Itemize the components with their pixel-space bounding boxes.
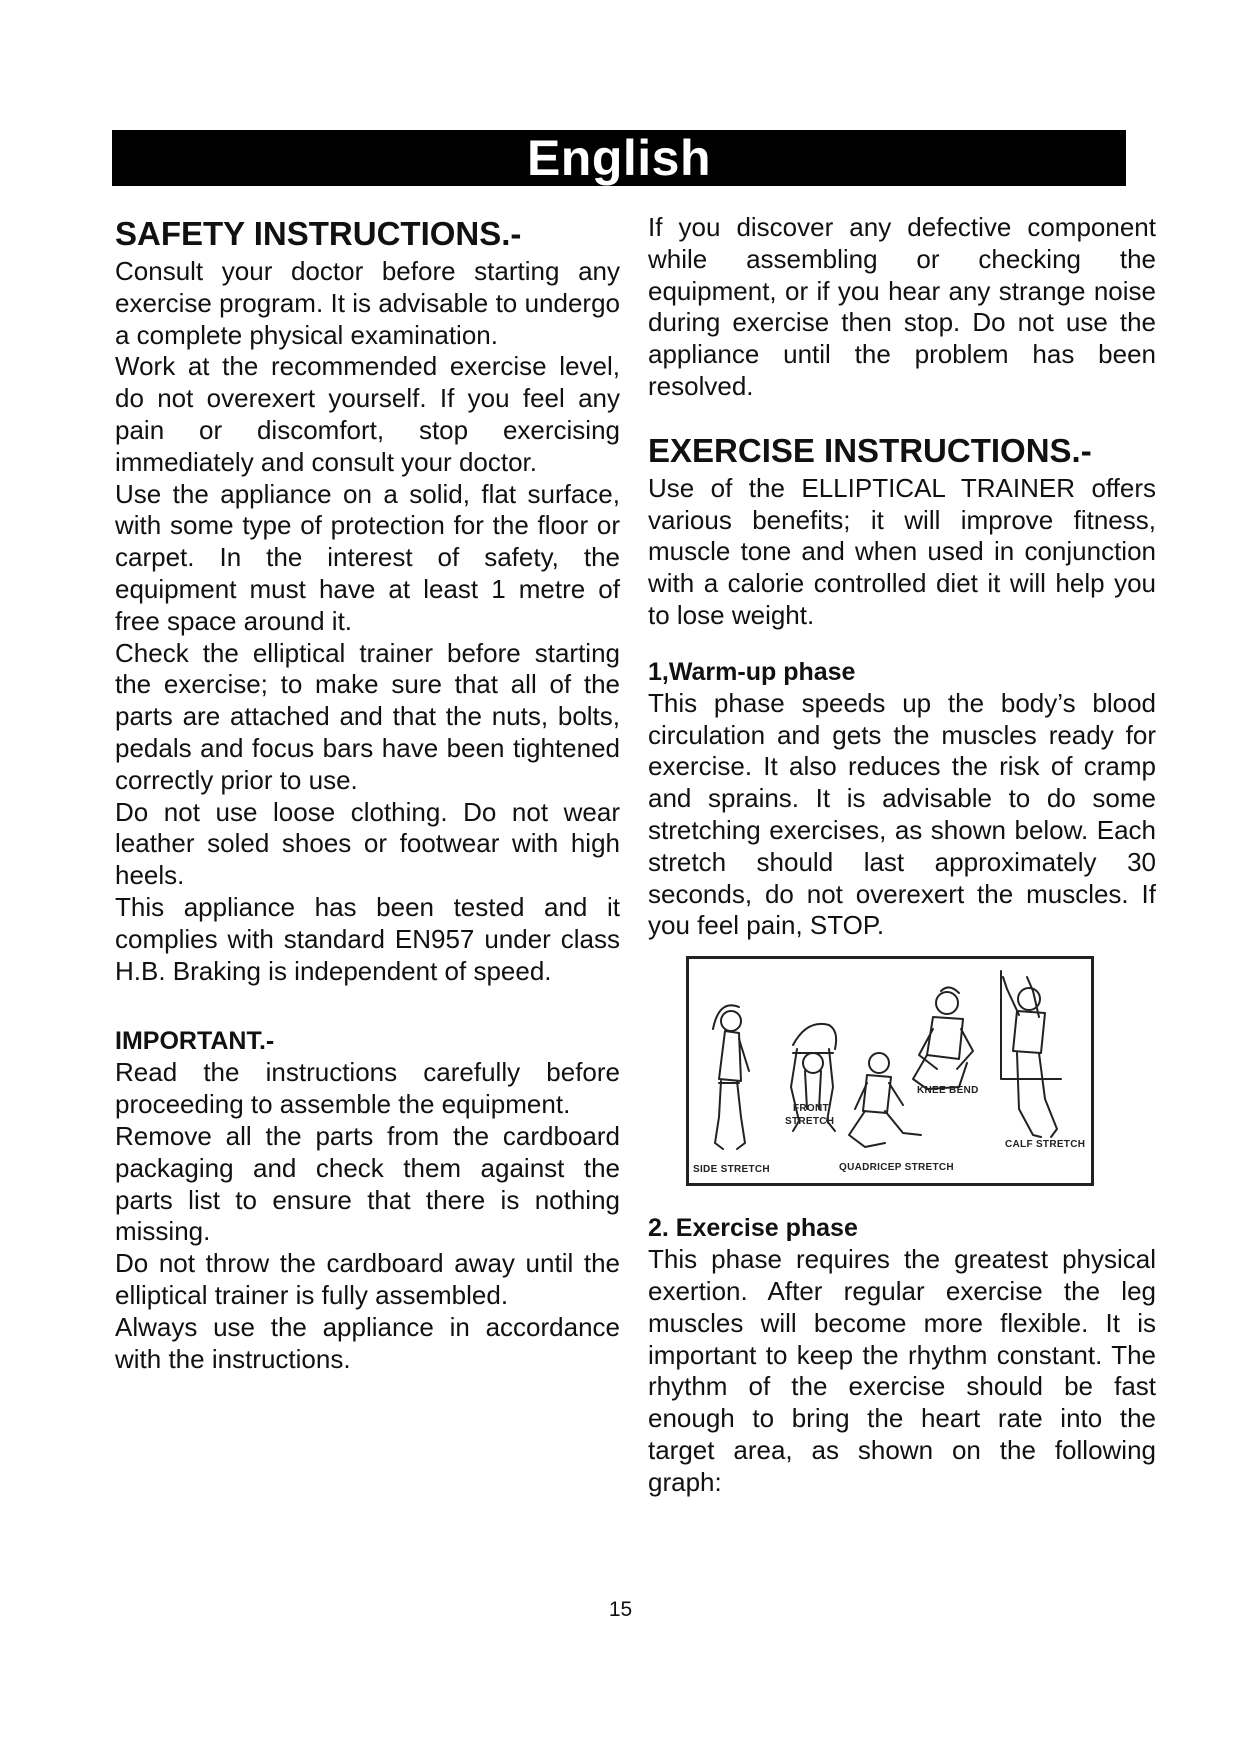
language-title: English: [526, 130, 712, 186]
important-paragraph: Do not throw the cardboard away until the elliptical trainer is fully assembled.: [115, 1248, 620, 1310]
important-paragraph: Always use the appliance in accordance with the instructions.: [115, 1311, 620, 1374]
page-number: 15: [608, 1598, 633, 1621]
side-stretch-label: SIDE STRETCH: [693, 1164, 770, 1176]
quadricep-stretch-label: QUADRICEP STRETCH: [839, 1162, 954, 1174]
left-column: [115, 212, 620, 1375]
important-paragraph: Read the instructions carefully before proceeding to assemble the equipment.: [115, 1057, 620, 1120]
important-heading: IMPORTANT.-: [115, 1027, 275, 1056]
safety-paragraph: Do not use loose clothing. Do not wear leather soled shoes or footwear with high heels.: [115, 796, 620, 891]
front-stretch-label: FRONT: [793, 1103, 829, 1115]
safety-paragraph: Use the appliance on a solid, flat surface, with some type of protection for the floor or carpet. In the interest of safety, the equipment must have at least 1 metre of free space around it.: [115, 478, 620, 636]
front-stretch-label: STRETCH: [785, 1116, 835, 1128]
calf-stretch-label: CALF STRETCH: [1005, 1139, 1086, 1151]
safety-paragraph: Work at the recommended exercise level, do not overexert yourself. If you feel any pain or discomfort, stop exercising immediately and consult your doctor.: [115, 351, 620, 477]
important-paragraph: Remove all the parts from the cardboard packaging and check them against the parts list to ensure that there is nothing missing.: [115, 1120, 620, 1247]
knee-bend-label: KNEE BEND: [917, 1085, 979, 1097]
knee-bend-figure: [913, 988, 973, 1090]
stretching-figure: [686, 956, 1094, 1186]
safety-heading: SAFETY INSTRUCTIONS.-: [115, 215, 522, 252]
front-stretch-figure: [791, 1024, 836, 1131]
safety-paragraph: Consult your doctor before starting any exercise program. It is advisable to undergo a complete physical examination.: [115, 256, 620, 350]
quadricep-stretch-figure: [849, 1053, 921, 1147]
right-column: [648, 212, 1156, 1499]
exercise-phase-paragraph: This phase requires the greatest physical exertion. After regular exercise the leg muscles will become more flexible. It is important to keep the rhythm constant. The rhythm of the exercise should be fast enough to bring the heart rate into the target area, as shown on the following graph:: [648, 1244, 1156, 1497]
calf-stretch-figure: [1001, 971, 1061, 1137]
defect-paragraph: If you discover any defective component while assembling or checking the equipment, or if you hear any strange noise during exercise then stop. Do not use the appliance until the problem has been resolved.: [648, 212, 1156, 401]
side-stretch-figure: [713, 1005, 749, 1149]
safety-paragraph: Check the elliptical trainer before starting the exercise; to make sure that all of the parts are attached and that the nuts, bolts, pedals and focus bars have been tightened correctly prior to use.: [115, 637, 620, 795]
warmup-paragraph: This phase speeds up the body’s blood circulation and gets the muscles ready for exercise. It also reduces the risk of cramp and sprains. It is advisable to do some stretching exercises, as shown below. Each stretch should last approximately 30 seconds, do not overexert the muscles. If you feel pain, STOP.: [648, 687, 1156, 941]
warmup-heading: 1,Warm-up phase: [648, 657, 856, 686]
language-banner: [112, 130, 1126, 186]
safety-paragraph: This appliance has been tested and it complies with standard EN957 under class H.B. Braking is independent of speed.: [115, 891, 620, 986]
exercise-paragraph: Use of the ELLIPTICAL TRAINER offers various benefits; it will improve fitness, muscle tone and when used in conjunction with a calorie controlled diet it will help you to lose weight.: [648, 472, 1156, 630]
exercise-phase-heading: 2. Exercise phase: [648, 1214, 858, 1243]
exercise-heading: EXERCISE INSTRUCTIONS.-: [648, 431, 1092, 469]
